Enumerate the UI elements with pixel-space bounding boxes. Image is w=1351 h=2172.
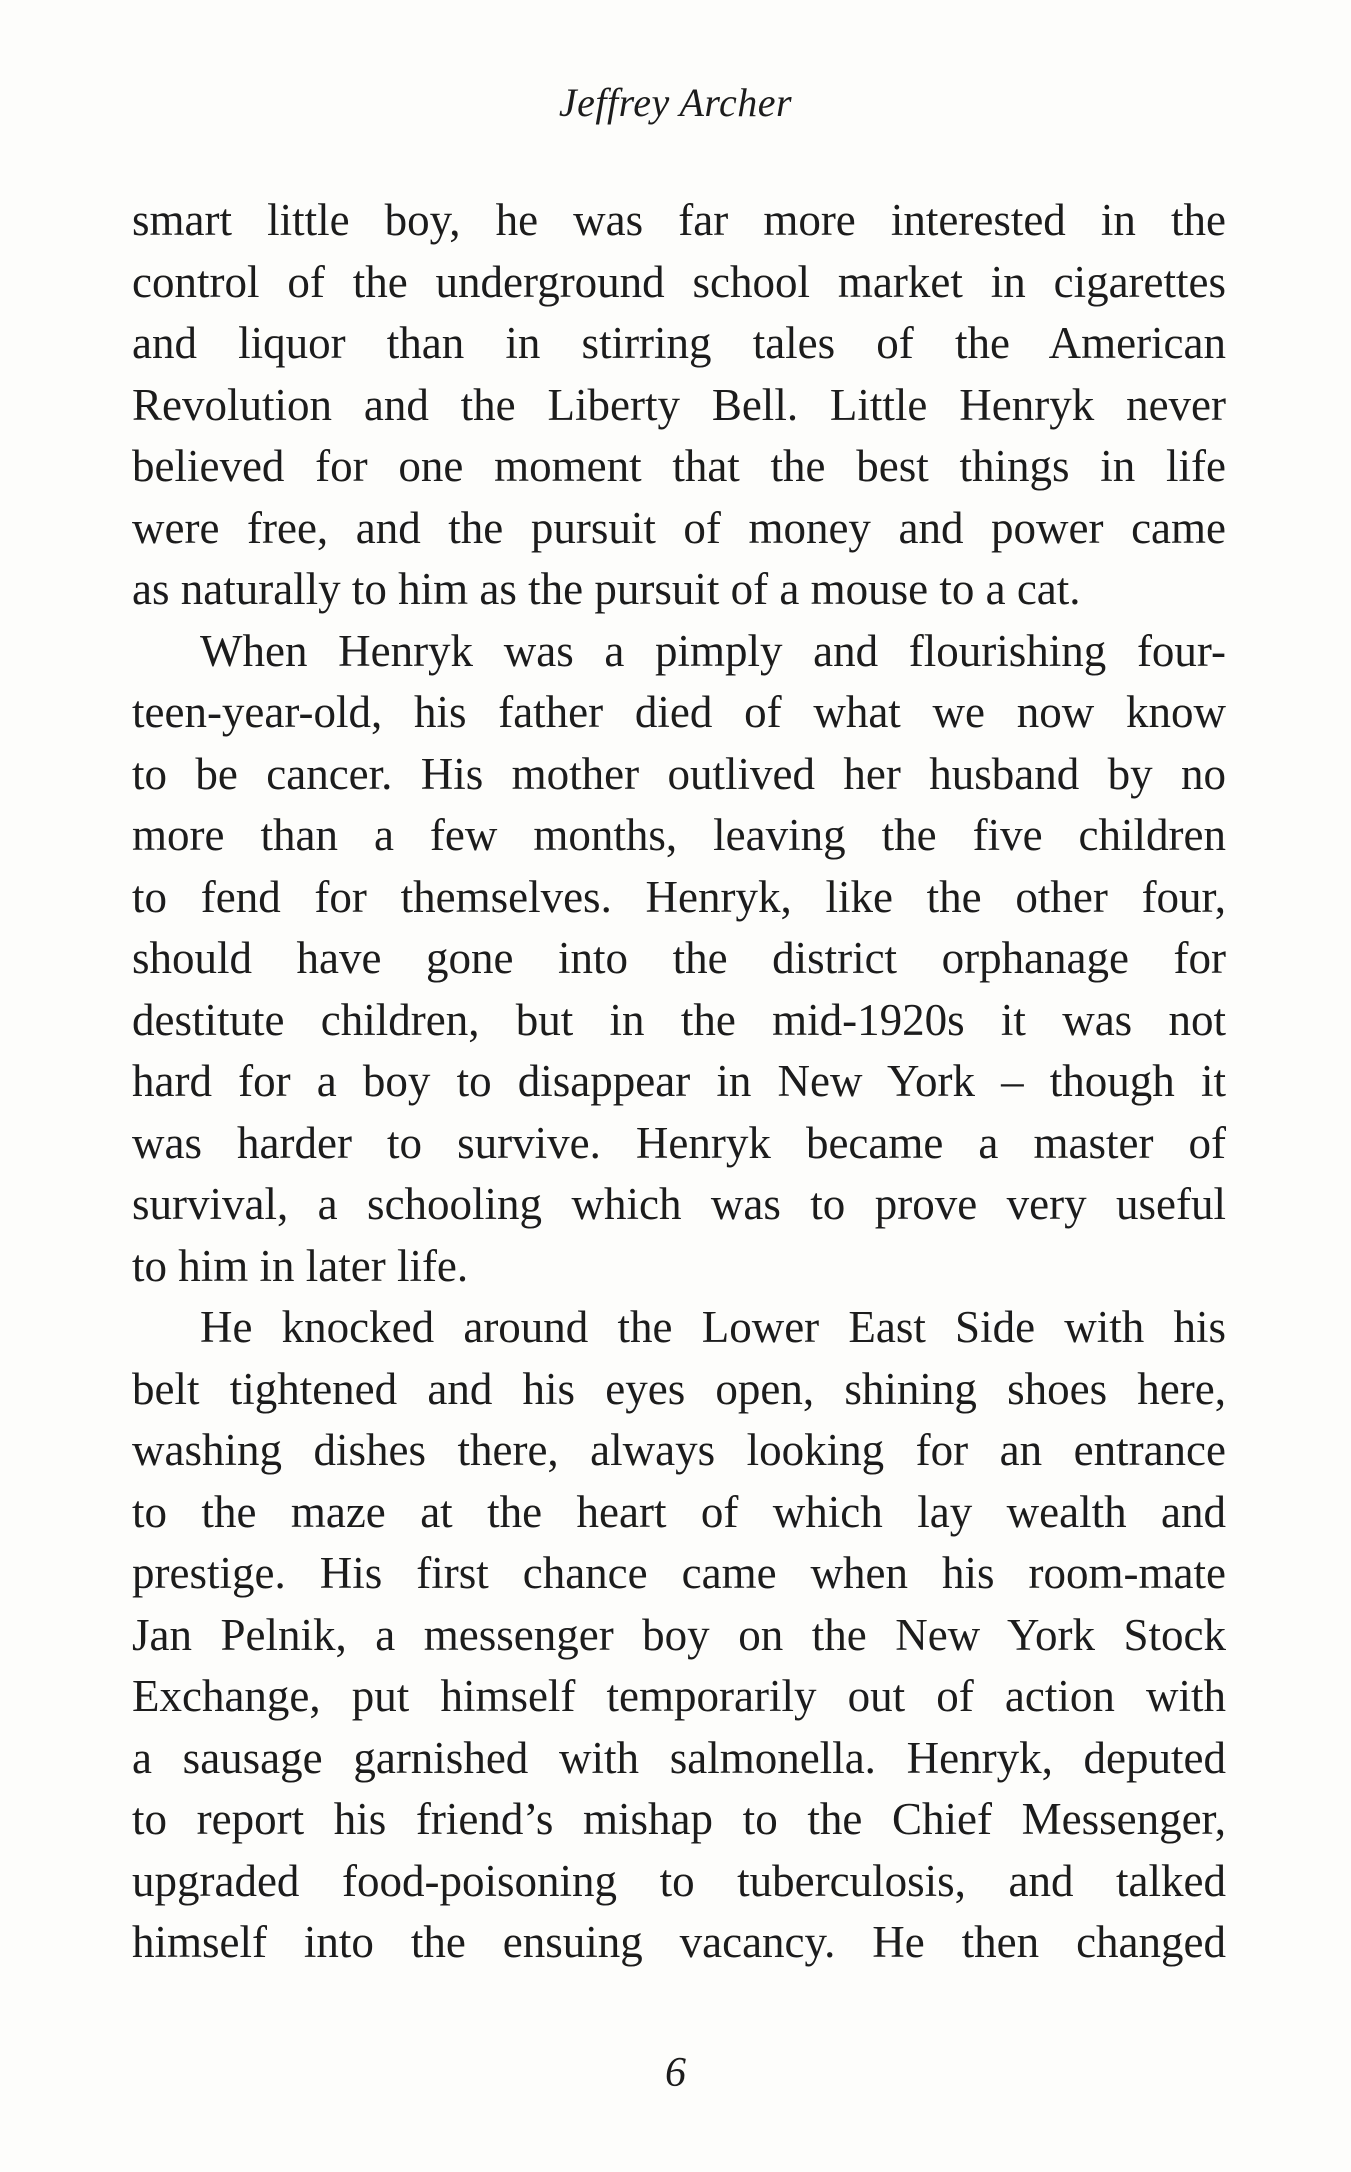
- text-line: Jan Pelnik, a messenger boy on the New York Stock: [132, 1609, 1226, 1660]
- text-line: hard for a boy to disappear in New York – though it: [132, 1056, 1226, 1106]
- text-line: belt tightened and his eyes open, shining shoes here,: [132, 1363, 1226, 1414]
- text-line: was harder to survive. Henryk became a master of: [132, 1117, 1226, 1168]
- text-line: He knocked around the Lower East Side with his: [200, 1302, 1226, 1352]
- text-line: believed for one moment that the best things in life: [132, 441, 1226, 491]
- text-line: survival, a schooling which was to prove very useful: [132, 1179, 1226, 1229]
- text-line: control of the underground school market in cigarettes: [132, 256, 1226, 307]
- text-line: as naturally to him as the pursuit of a mouse to a cat.: [132, 564, 1081, 614]
- text-line: himself into the ensuing vacancy. He then changed: [132, 1917, 1226, 1967]
- paragraph-2: [132, 621, 1226, 1298]
- text-line: to be cancer. His mother outlived her husband by no: [132, 748, 1226, 799]
- text-line: When Henryk was a pimply and flourishing four-: [200, 625, 1226, 676]
- running-head: Jeffrey Archer: [558, 80, 793, 125]
- paragraph-1: [132, 190, 1226, 621]
- text-line: a sausage garnished with salmonella. Henryk, deputed: [132, 1732, 1226, 1783]
- text-line: smart little boy, he was far more interested in the: [132, 195, 1226, 245]
- text-line: teen-year-old, his father died of what we now know: [132, 687, 1226, 737]
- paragraph-3: [132, 1297, 1226, 1974]
- text-line: should have gone into the district orphanage for: [132, 933, 1226, 983]
- text-line: washing dishes there, always looking for an entrance: [132, 1425, 1226, 1475]
- text-line: destitute children, but in the mid-1920s it was not: [132, 994, 1226, 1045]
- body-text: [132, 190, 1226, 1974]
- text-line: were free, and the pursuit of money and power came: [132, 502, 1226, 553]
- text-line: more than a few months, leaving the five children: [132, 810, 1226, 860]
- text-line: to report his friend’s mishap to the Chief Messenger,: [132, 1794, 1226, 1844]
- text-line: prestige. His first chance came when his room-mate: [132, 1548, 1226, 1598]
- text-line: to him in later life.: [132, 1240, 469, 1291]
- text-line: and liquor than in stirring tales of the American: [132, 318, 1226, 368]
- text-line: to the maze at the heart of which lay wealth and: [132, 1486, 1226, 1537]
- text-line: to fend for themselves. Henryk, like the other four,: [132, 871, 1226, 922]
- page-number: 6: [665, 2050, 686, 2096]
- text-line: Revolution and the Liberty Bell. Little Henryk never: [132, 379, 1226, 430]
- text-line: Exchange, put himself temporarily out of action with: [132, 1671, 1226, 1721]
- text-line: upgraded food-poisoning to tuberculosis, and talked: [132, 1855, 1226, 1906]
